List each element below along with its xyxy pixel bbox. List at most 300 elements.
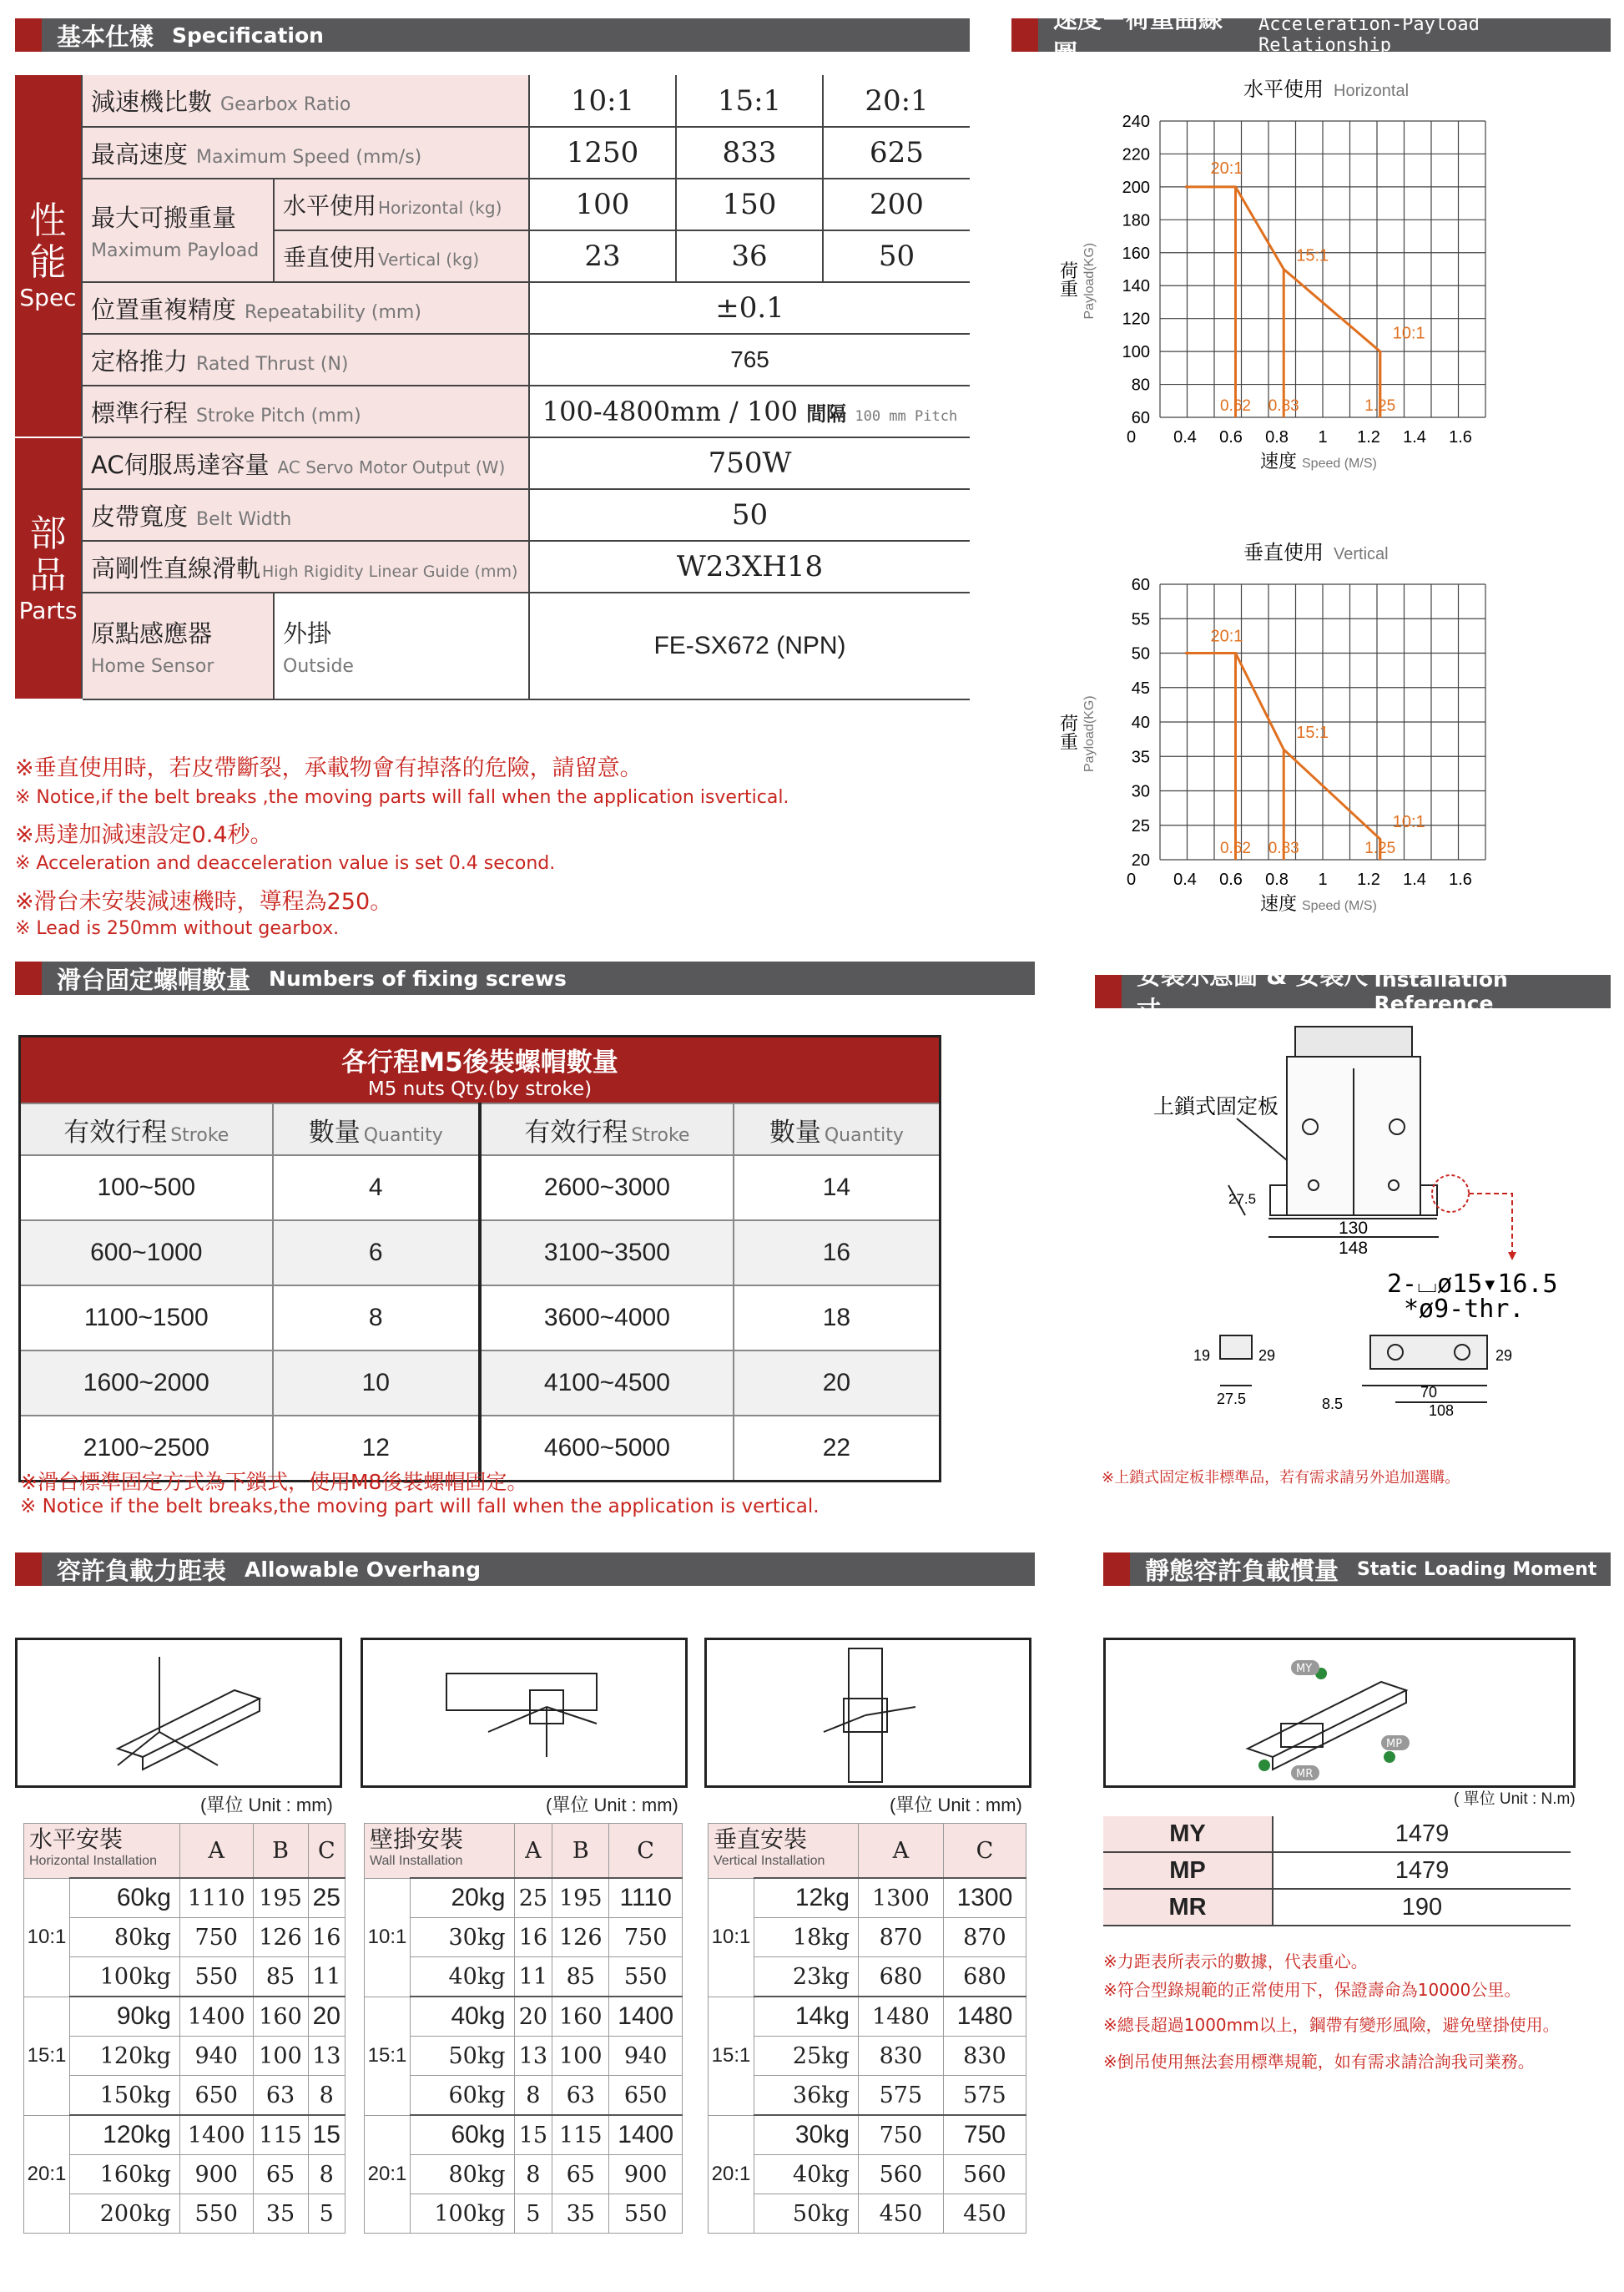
overhang-title-zh: 容許負載力距表 bbox=[57, 1556, 227, 1585]
note-3-en: ※ Lead is 250mm without gearbox. bbox=[15, 918, 340, 939]
overhang-load: 40kg bbox=[411, 1997, 515, 2037]
stroke-label: 標準行程 Stroke Pitch (mm) bbox=[82, 386, 529, 437]
ratio-annotation: 20:1 bbox=[1210, 159, 1243, 179]
moment-value: 190 bbox=[1273, 1889, 1571, 1926]
horizontal-curve-chart bbox=[1052, 71, 1502, 505]
origin-label: 0 bbox=[1127, 428, 1137, 447]
ratio-annotation: 20:1 bbox=[1210, 627, 1243, 646]
overhang-value: 870 bbox=[943, 1918, 1026, 1957]
speed-v1: 1250 bbox=[529, 127, 676, 179]
overhang-ratio: 15:1 bbox=[365, 1997, 411, 2115]
repeat-value: ±0.1 bbox=[529, 282, 970, 334]
gearbox-v3: 20:1 bbox=[823, 75, 970, 127]
speed-label: 最高速度 Maximum Speed (mm/s) bbox=[82, 127, 529, 179]
guide-label: 高剛性直線滑軌 High Rigidity Linear Guide (mm) bbox=[82, 541, 529, 593]
horizontal-label: 水平使用 Horizontal (kg) bbox=[274, 179, 529, 230]
vertical-curve-chart bbox=[1052, 534, 1502, 918]
moment-key: MR bbox=[1103, 1889, 1273, 1926]
overhang-load: 90kg bbox=[70, 1997, 180, 2037]
chart-title-en: Horizontal bbox=[1334, 82, 1410, 100]
overhang-row bbox=[24, 2155, 345, 2194]
overhang-value: 680 bbox=[943, 1957, 1026, 1997]
moment-table bbox=[1103, 1816, 1571, 1926]
y-axis-label-en: Payload(KG) bbox=[1082, 695, 1097, 772]
overhang-value: 450 bbox=[858, 2194, 943, 2234]
overhang-value: 11 bbox=[514, 1957, 552, 1997]
overhang-ratio: 10:1 bbox=[24, 1878, 70, 1997]
dim-148: 148 bbox=[1339, 1239, 1369, 1258]
overhang-value: 100 bbox=[253, 2037, 308, 2076]
chart-title-zh: 垂直使用 bbox=[1243, 542, 1324, 564]
screw-cell-s1: 600~1000 bbox=[20, 1220, 273, 1285]
moment-row bbox=[1103, 1816, 1571, 1852]
overhang-value: 870 bbox=[858, 1918, 943, 1957]
moment-row bbox=[1103, 1852, 1571, 1889]
screw-cell-s2: 2600~3000 bbox=[480, 1155, 734, 1220]
overhang-ratio: 15:1 bbox=[709, 1997, 754, 2115]
curve-title-en: Acceleration-Payload Relationship bbox=[1258, 14, 1480, 56]
overhang-load: 120kg bbox=[70, 2037, 180, 2076]
screw-cell-q1: 10 bbox=[273, 1350, 480, 1416]
overhang-value: 160 bbox=[253, 1997, 308, 2037]
y-tick-label: 60 bbox=[1131, 409, 1150, 427]
install-section-header bbox=[1095, 962, 1611, 1024]
overhang-value: 575 bbox=[858, 2076, 943, 2116]
x-tick-label: 1 bbox=[1318, 428, 1328, 447]
unit-vertical: (單位 Unit : mm) bbox=[890, 1795, 1022, 1815]
overhang-value: 900 bbox=[179, 2155, 253, 2194]
overhang-load: 80kg bbox=[411, 2155, 515, 2194]
horizontal-v2: 150 bbox=[676, 179, 823, 230]
overhang-value: 8 bbox=[308, 2076, 345, 2116]
overhang-wall-table bbox=[364, 1823, 683, 2234]
x-axis-label-zh: 速度 bbox=[1260, 893, 1298, 914]
screw-cell-s2: 3600~4000 bbox=[480, 1285, 734, 1350]
y-tick-label: 20 bbox=[1131, 851, 1150, 870]
overhang-row bbox=[365, 1918, 683, 1957]
x-tick-label: 1.6 bbox=[1449, 428, 1472, 447]
screw-cell-s1: 2100~2500 bbox=[20, 1416, 273, 1482]
overhang-row bbox=[365, 2155, 683, 2194]
vertical-installation-figure bbox=[704, 1638, 1031, 1788]
dim-70: 70 bbox=[1420, 1384, 1438, 1401]
overhang-value: 650 bbox=[609, 2076, 683, 2116]
y-tick-label: 30 bbox=[1131, 782, 1150, 801]
screw-cell-s1: 1100~1500 bbox=[20, 1285, 273, 1350]
overhang-row bbox=[709, 2076, 1026, 2116]
overhang-row bbox=[24, 1918, 345, 1957]
overhang-load: 100kg bbox=[70, 1957, 180, 1997]
overhang-load: 14kg bbox=[754, 1997, 859, 2037]
overhang-row bbox=[709, 1997, 1026, 2037]
overhang-col-header: C bbox=[943, 1824, 1026, 1879]
overhang-col-header: A bbox=[858, 1824, 943, 1879]
vertical-v2: 36 bbox=[676, 230, 823, 282]
overhang-title-en: Allowable Overhang bbox=[245, 1557, 481, 1582]
overhang-value: 1300 bbox=[858, 1878, 943, 1918]
overhang-row bbox=[365, 2194, 683, 2234]
sensor-value: FE-SX672 (NPN) bbox=[529, 593, 970, 699]
y-tick-label: 50 bbox=[1131, 644, 1150, 664]
gearbox-v1: 10:1 bbox=[529, 75, 676, 127]
screw-table bbox=[18, 1035, 941, 1482]
screw-cell-s2: 4600~5000 bbox=[480, 1416, 734, 1482]
overhang-value: 550 bbox=[609, 2194, 683, 2234]
overhang-load: 120kg bbox=[70, 2115, 180, 2155]
overhang-value: 5 bbox=[308, 2194, 345, 2234]
overhang-vertical-title: 垂直安裝 Vertical Installation bbox=[709, 1824, 859, 1879]
overhang-value: 560 bbox=[943, 2155, 1026, 2194]
y-tick-label: 120 bbox=[1122, 310, 1150, 329]
overhang-row bbox=[709, 2115, 1026, 2155]
curve-title-zh: 速度－荷重曲線圖 bbox=[1053, 5, 1223, 68]
y-tick-label: 55 bbox=[1131, 610, 1150, 629]
horizontal-v1: 100 bbox=[529, 179, 676, 230]
x-axis-label-en: Speed (M/S) bbox=[1302, 457, 1377, 471]
screw-cell-q2: 22 bbox=[734, 1416, 941, 1482]
dim-8-5: 8.5 bbox=[1322, 1396, 1344, 1412]
overhang-ratio: 10:1 bbox=[709, 1878, 754, 1997]
screw-cell-q1: 6 bbox=[273, 1220, 480, 1285]
overhang-load: 50kg bbox=[754, 2194, 859, 2234]
moment-value: 1479 bbox=[1273, 1816, 1571, 1852]
screw-note-en: ※ Notice if the belt breaks,the moving part will fall when the application is vertical. bbox=[20, 1496, 820, 1517]
x-tick-label: 1.4 bbox=[1403, 871, 1426, 889]
chart-title-en: Vertical bbox=[1334, 545, 1389, 563]
moment-key: MY bbox=[1103, 1816, 1273, 1852]
overhang-value: 1110 bbox=[179, 1878, 253, 1918]
dim-130: 130 bbox=[1339, 1219, 1369, 1238]
gearbox-v2: 15:1 bbox=[676, 75, 823, 127]
x-tick-label: 1 bbox=[1318, 871, 1328, 889]
x-tick-label: 1.2 bbox=[1357, 428, 1380, 447]
overhang-load: 100kg bbox=[411, 2194, 515, 2234]
moment-figure bbox=[1103, 1638, 1576, 1788]
moment-key: MP bbox=[1103, 1852, 1273, 1889]
screw-cell-q2: 20 bbox=[734, 1350, 941, 1416]
overhang-load: 30kg bbox=[754, 2115, 859, 2155]
screw-table-head: 各行程M5後裝螺帽數量 M5 nuts Qty.(by stroke) bbox=[20, 1037, 941, 1104]
plate-label: 上鎖式固定板 bbox=[1153, 1095, 1279, 1118]
install-title-en: Installation Reference bbox=[1374, 967, 1508, 1016]
overhang-row bbox=[365, 2037, 683, 2076]
thrust-value: 765 bbox=[529, 334, 970, 386]
y-axis-label-zh: 荷重 bbox=[1057, 714, 1079, 750]
x-tick-label: 0.8 bbox=[1265, 871, 1289, 889]
note-2-en: ※ Acceleration and deacceleration value is set 0.4 second. bbox=[15, 853, 556, 874]
overhang-value: 85 bbox=[552, 1957, 609, 1997]
speed-mark-label: 1.25 bbox=[1364, 397, 1396, 415]
overhang-row bbox=[24, 2037, 345, 2076]
overhang-value: 15 bbox=[308, 2115, 345, 2155]
overhang-value: 13 bbox=[514, 2037, 552, 2076]
overhang-load: 30kg bbox=[411, 1918, 515, 1957]
overhang-value: 900 bbox=[609, 2155, 683, 2194]
y-tick-label: 25 bbox=[1131, 816, 1150, 836]
x-tick-label: 0.4 bbox=[1173, 428, 1197, 447]
overhang-col-header: C bbox=[308, 1824, 345, 1879]
overhang-value: 85 bbox=[253, 1957, 308, 1997]
note-2-zh: ※馬達加減速設定0.4秒。 bbox=[15, 822, 273, 848]
screw-row bbox=[20, 1285, 941, 1350]
dim-108: 108 bbox=[1429, 1402, 1455, 1419]
overhang-value: 550 bbox=[609, 1957, 683, 1997]
overhang-ratio: 20:1 bbox=[709, 2115, 754, 2234]
overhang-value: 35 bbox=[253, 2194, 308, 2234]
overhang-row bbox=[709, 1878, 1026, 1918]
motor-label: AC伺服馬達容量 AC Servo Motor Output (W) bbox=[82, 437, 529, 489]
screw-section-header bbox=[15, 962, 1035, 995]
overhang-value: 15 bbox=[514, 2115, 552, 2155]
wall-rail-icon bbox=[363, 1640, 685, 1785]
moment-unit: ( 單位 Unit : N.m) bbox=[1454, 1790, 1576, 1808]
overhang-value: 13 bbox=[308, 2037, 345, 2076]
y-tick-label: 180 bbox=[1122, 211, 1150, 230]
overhang-col-header: C bbox=[609, 1824, 683, 1879]
overhang-value: 940 bbox=[609, 2037, 683, 2076]
overhang-load: 20kg bbox=[411, 1878, 515, 1918]
overhang-row bbox=[24, 1997, 345, 2037]
y-axis-label-zh: 荷重 bbox=[1057, 260, 1079, 298]
speed-v2: 833 bbox=[676, 127, 823, 179]
overhang-section-header bbox=[15, 1552, 1035, 1586]
overhang-col-header: A bbox=[179, 1824, 253, 1879]
overhang-col-header: B bbox=[552, 1824, 609, 1879]
overhang-value: 450 bbox=[943, 2194, 1026, 2234]
x-tick-label: 1.6 bbox=[1449, 871, 1472, 889]
overhang-value: 115 bbox=[253, 2115, 308, 2155]
ratio-annotation: 15:1 bbox=[1296, 246, 1329, 265]
spec-group-parts: 部 品 Parts bbox=[15, 437, 82, 699]
installation-drawing bbox=[1095, 1018, 1612, 1461]
guide-value: W23XH18 bbox=[529, 541, 970, 593]
overhang-value: 16 bbox=[514, 1918, 552, 1957]
overhang-value: 195 bbox=[253, 1878, 308, 1918]
install-title-zh: 安裝示意圖 & 安裝尺寸 bbox=[1137, 962, 1369, 1024]
screw-cell-q2: 14 bbox=[734, 1155, 941, 1220]
spec-group-performance: 性 能 Spec bbox=[15, 75, 82, 437]
overhang-value: 160 bbox=[552, 1997, 609, 2037]
horizontal-v3: 200 bbox=[823, 179, 970, 230]
overhang-value: 1110 bbox=[609, 1878, 683, 1918]
overhang-load: 60kg bbox=[70, 1878, 180, 1918]
horizontal-rail-icon bbox=[18, 1640, 340, 1785]
overhang-load: 40kg bbox=[411, 1957, 515, 1997]
overhang-value: 115 bbox=[552, 2115, 609, 2155]
overhang-value: 5 bbox=[514, 2194, 552, 2234]
moment-note-1: ※力距表所表示的數據，代表重心。 bbox=[1103, 1951, 1368, 1971]
x-tick-label: 0.8 bbox=[1265, 428, 1289, 447]
moment-row bbox=[1103, 1889, 1571, 1926]
belt-label: 皮帶寬度 Belt Width bbox=[82, 489, 529, 541]
overhang-horizontal-title: 水平安裝 Horizontal Installation bbox=[24, 1824, 180, 1879]
overhang-ratio: 20:1 bbox=[24, 2115, 70, 2234]
col-qty-1: 數量 Quantity bbox=[273, 1103, 480, 1155]
repeat-label: 位置重複精度 Repeatability (mm) bbox=[82, 282, 529, 334]
horizontal-installation-figure bbox=[15, 1638, 342, 1788]
ratio-annotation: 10:1 bbox=[1392, 324, 1425, 343]
y-tick-label: 220 bbox=[1122, 145, 1150, 164]
overhang-wall-title: 壁掛安裝 Wall Installation bbox=[365, 1824, 515, 1879]
overhang-value: 65 bbox=[253, 2155, 308, 2194]
overhang-value: 126 bbox=[552, 1918, 609, 1957]
overhang-load: 50kg bbox=[411, 2037, 515, 2076]
moment-rail-icon bbox=[1106, 1640, 1573, 1785]
overhang-value: 1480 bbox=[858, 1997, 943, 2037]
overhang-row bbox=[365, 1997, 683, 2037]
overhang-load: 23kg bbox=[754, 1957, 859, 1997]
overhang-value: 940 bbox=[179, 2037, 253, 2076]
overhang-value: 1400 bbox=[179, 1997, 253, 2037]
y-tick-label: 35 bbox=[1131, 748, 1150, 767]
overhang-row bbox=[365, 1878, 683, 1918]
y-tick-label: 240 bbox=[1122, 113, 1150, 131]
overhang-value: 25 bbox=[514, 1878, 552, 1918]
overhang-load: 36kg bbox=[754, 2076, 859, 2116]
speed-mark-label: 0.62 bbox=[1220, 397, 1251, 415]
payload-label: 最大可搬重量 Maximum Payload bbox=[82, 179, 274, 282]
speed-mark-label: 1.25 bbox=[1364, 840, 1396, 857]
vertical-rail-icon bbox=[707, 1640, 1029, 1785]
overhang-value: 25 bbox=[308, 1878, 345, 1918]
thrust-label: 定格推力 Rated Thrust (N) bbox=[82, 334, 529, 386]
speed-v3: 625 bbox=[823, 127, 970, 179]
overhang-load: 80kg bbox=[70, 1918, 180, 1957]
overhang-horizontal-table bbox=[23, 1823, 345, 2234]
curve-section-header bbox=[1011, 5, 1611, 68]
overhang-value: 830 bbox=[943, 2037, 1026, 2076]
overhang-load: 60kg bbox=[411, 2115, 515, 2155]
y-tick-label: 45 bbox=[1131, 679, 1150, 698]
overhang-value: 63 bbox=[253, 2076, 308, 2116]
belt-value: 50 bbox=[529, 489, 970, 541]
screw-cell-q1: 4 bbox=[273, 1155, 480, 1220]
speed-mark-label: 0.83 bbox=[1268, 840, 1299, 857]
overhang-value: 20 bbox=[308, 1997, 345, 2037]
overhang-load: 12kg bbox=[754, 1878, 859, 1918]
overhang-row bbox=[365, 2076, 683, 2116]
overhang-value: 1400 bbox=[179, 2115, 253, 2155]
y-tick-label: 40 bbox=[1131, 714, 1150, 732]
screw-cell-q2: 18 bbox=[734, 1285, 941, 1350]
note-3-zh: ※滑台未安裝減速機時，導程為250。 bbox=[15, 889, 393, 915]
x-axis-label-en: Speed (M/S) bbox=[1302, 899, 1377, 913]
moment-value: 1479 bbox=[1273, 1852, 1571, 1889]
overhang-row bbox=[24, 2194, 345, 2234]
hole-spec-1: 2-⌴ø15▾16.5 bbox=[1387, 1270, 1558, 1299]
overhang-value: 830 bbox=[858, 2037, 943, 2076]
y-tick-label: 140 bbox=[1122, 277, 1150, 296]
moment-note-3: ※總長超過1000mm以上，鋼帶有變形風險，避免壁掛使用。 bbox=[1103, 2015, 1560, 2035]
overhang-row bbox=[709, 2155, 1026, 2194]
x-axis-label-zh: 速度 bbox=[1260, 451, 1298, 472]
spec-section-header bbox=[15, 18, 970, 52]
vertical-v3: 50 bbox=[823, 230, 970, 282]
overhang-value: 126 bbox=[253, 1918, 308, 1957]
overhang-value: 650 bbox=[179, 2076, 253, 2116]
x-tick-label: 0.6 bbox=[1219, 428, 1243, 447]
screw-title-en: Numbers of fixing screws bbox=[269, 966, 567, 991]
overhang-load: 18kg bbox=[754, 1918, 859, 1957]
motor-value: 750W bbox=[529, 437, 970, 489]
x-tick-label: 0.6 bbox=[1219, 871, 1243, 889]
y-tick-label: 100 bbox=[1122, 343, 1150, 362]
overhang-value: 1400 bbox=[609, 1997, 683, 2037]
overhang-value: 65 bbox=[552, 2155, 609, 2194]
sensor-label: 原點感應器 Home Sensor bbox=[82, 593, 274, 699]
overhang-row bbox=[709, 2194, 1026, 2234]
wall-installation-figure bbox=[361, 1638, 688, 1788]
screw-cell-q1: 8 bbox=[273, 1285, 480, 1350]
overhang-ratio: 10:1 bbox=[365, 1878, 411, 1997]
overhang-row bbox=[709, 1918, 1026, 1957]
overhang-row bbox=[24, 1957, 345, 1997]
overhang-row bbox=[365, 1957, 683, 1997]
overhang-value: 195 bbox=[552, 1878, 609, 1918]
overhang-row bbox=[24, 1878, 345, 1918]
screw-cell-s2: 3100~3500 bbox=[480, 1220, 734, 1285]
overhang-value: 575 bbox=[943, 2076, 1026, 2116]
overhang-value: 20 bbox=[514, 1997, 552, 2037]
note-1-zh: ※垂直使用時，若皮帶斷裂，承載物會有掉落的危險，請留意。 bbox=[15, 755, 643, 781]
spec-title-zh: 基本仕樣 bbox=[57, 22, 154, 51]
overhang-value: 8 bbox=[308, 2155, 345, 2194]
dim-27-5-b: 27.5 bbox=[1217, 1391, 1247, 1407]
spec-title-en: Specification bbox=[172, 23, 324, 48]
dim-19: 19 bbox=[1193, 1347, 1211, 1364]
sensor-mount: 外掛 Outside bbox=[274, 593, 529, 699]
moment-note-4: ※倒吊使用無法套用標準規範，如有需求請洽詢我司業務。 bbox=[1103, 2052, 1535, 2072]
screw-cell-s2: 4100~4500 bbox=[480, 1350, 734, 1416]
ratio-annotation: 10:1 bbox=[1392, 813, 1425, 831]
screw-cell-q1: 12 bbox=[273, 1416, 480, 1482]
overhang-load: 200kg bbox=[70, 2194, 180, 2234]
mp-tag: MP bbox=[1386, 1738, 1403, 1750]
x-tick-label: 1.2 bbox=[1357, 871, 1380, 889]
y-tick-label: 80 bbox=[1131, 376, 1150, 395]
overhang-value: 63 bbox=[552, 2076, 609, 2116]
overhang-row bbox=[365, 2115, 683, 2155]
overhang-load: 160kg bbox=[70, 2155, 180, 2194]
x-tick-label: 1.4 bbox=[1403, 428, 1426, 447]
screw-cell-s1: 1600~2000 bbox=[20, 1350, 273, 1416]
col-qty-2: 數量 Quantity bbox=[734, 1103, 941, 1155]
x-tick-label: 0.4 bbox=[1173, 871, 1197, 889]
overhang-col-header: A bbox=[514, 1824, 552, 1879]
overhang-value: 550 bbox=[179, 2194, 253, 2234]
screw-cell-q2: 16 bbox=[734, 1220, 941, 1285]
overhang-load: 150kg bbox=[70, 2076, 180, 2116]
overhang-col-header: B bbox=[253, 1824, 308, 1879]
col-stroke-1: 有效行程 Stroke bbox=[20, 1103, 273, 1155]
overhang-value: 8 bbox=[514, 2076, 552, 2116]
overhang-ratio: 20:1 bbox=[365, 2115, 411, 2234]
screw-row bbox=[20, 1220, 941, 1285]
ratio-annotation: 15:1 bbox=[1296, 723, 1329, 742]
y-axis-label-en: Payload(KG) bbox=[1082, 242, 1097, 320]
origin-label: 0 bbox=[1127, 871, 1137, 889]
overhang-value: 100 bbox=[552, 2037, 609, 2076]
stroke-value: 100-4800mm / 100 間隔 100 mm Pitch bbox=[529, 386, 970, 437]
hole-spec-2: *ø9-thr. bbox=[1404, 1295, 1525, 1324]
screw-row bbox=[20, 1155, 941, 1220]
overhang-row bbox=[709, 1957, 1026, 1997]
screw-row bbox=[20, 1350, 941, 1416]
vertical-label: 垂直使用 Vertical (kg) bbox=[274, 230, 529, 282]
speed-mark-label: 0.62 bbox=[1220, 840, 1251, 857]
overhang-value: 1400 bbox=[609, 2115, 683, 2155]
overhang-vertical-table bbox=[708, 1823, 1026, 2234]
